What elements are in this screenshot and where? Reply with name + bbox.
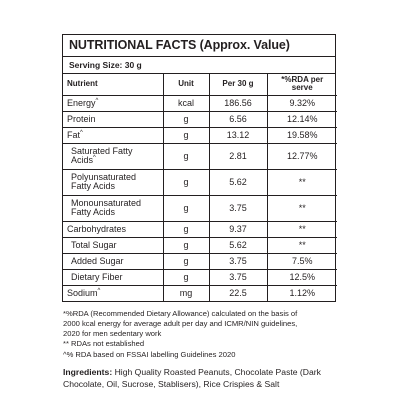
- rda-cell: **: [267, 237, 337, 253]
- rda-cell: 12.77%: [267, 143, 337, 169]
- table-row: [63, 221, 337, 237]
- per-serving-cell: 2.81: [209, 143, 267, 169]
- unit-cell: g: [163, 195, 209, 221]
- unit-cell: mg: [163, 285, 209, 301]
- nutrient-label: Sodium: [67, 287, 98, 298]
- rda-cell: 9.32%: [267, 95, 337, 111]
- unit-cell: g: [163, 143, 209, 169]
- nutrient-name: [63, 221, 163, 237]
- nutrition-title: NUTRITIONAL FACTS (Approx. Value): [63, 35, 335, 57]
- per-serving-cell: 9.37: [209, 221, 267, 237]
- footnote-line: ** RDAs not established: [63, 339, 145, 349]
- table-row: [63, 195, 337, 221]
- header-nutrient: Nutrient: [63, 74, 163, 95]
- nutrient-label: Carbohydrates: [67, 223, 127, 234]
- footnote-line: ^% RDA based on FSSAI labelling Guidelines 2020: [63, 349, 236, 359]
- nutrient-name: [63, 237, 163, 253]
- table-row: [63, 95, 337, 111]
- nutrient-name: [63, 253, 163, 269]
- nutrient-name: [63, 285, 163, 301]
- rda-cell: **: [267, 195, 337, 221]
- footnote-line: 2020 for men sedentary work: [63, 329, 162, 339]
- unit-cell: g: [163, 169, 209, 195]
- unit-cell: g: [163, 221, 209, 237]
- per-serving-cell: 6.56: [209, 111, 267, 127]
- rda-cell: 1.12%: [267, 285, 337, 301]
- nutrient-label: Added Sugar: [71, 255, 124, 266]
- header-per-serving: Per 30 g: [209, 74, 267, 95]
- per-serving-cell: 3.75: [209, 253, 267, 269]
- unit-cell: kcal: [163, 95, 209, 111]
- table-row: [63, 253, 337, 269]
- nutrient-name: [63, 95, 163, 111]
- unit-cell: g: [163, 127, 209, 143]
- per-serving-cell: 3.75: [209, 269, 267, 285]
- nutrient-name: [63, 169, 163, 195]
- per-serving-cell: 13.12: [209, 127, 267, 143]
- nutrient-name: [63, 111, 163, 127]
- footnote-mark: ^: [93, 155, 96, 162]
- ingredients-text: High Quality Roasted Peanuts, Chocolate Paste (Dark Chocolate, Oil, Sucrose, Stablisers), Rice Crispies & Salt: [63, 366, 321, 389]
- per-serving-cell: 5.62: [209, 237, 267, 253]
- footnote-mark: ^: [97, 287, 101, 294]
- header-rda: *%RDA per serve: [267, 74, 337, 95]
- unit-cell: g: [163, 237, 209, 253]
- per-serving-cell: 3.75: [209, 195, 267, 221]
- table-row: [63, 237, 337, 253]
- table-row: [63, 111, 337, 127]
- nutrient-label: Total Sugar: [71, 239, 117, 250]
- nutrient-label: Saturated Fatty Acids: [71, 145, 133, 166]
- nutrition-facts-box: [62, 34, 336, 302]
- unit-cell: g: [163, 253, 209, 269]
- header-unit: Unit: [163, 74, 209, 95]
- nutrition-panel: [62, 34, 336, 390]
- nutrient-name: [63, 127, 163, 143]
- nutrient-label: Dietary Fiber: [71, 271, 123, 282]
- ingredients-label: Ingredients:: [63, 366, 113, 377]
- footnote-mark: ^: [80, 129, 83, 136]
- table-row: [63, 127, 337, 143]
- nutrient-name: [63, 195, 163, 221]
- rda-cell: 7.5%: [267, 253, 337, 269]
- serving-size: Serving Size: 30 g: [63, 57, 335, 74]
- footnote-line: *%RDA (Recommended Dietary Allowance) calculated on the basis of: [63, 308, 298, 318]
- nutrient-label: Monounsaturated Fatty Acids: [71, 197, 142, 218]
- unit-cell: g: [163, 111, 209, 127]
- nutrient-label: Polyunsaturated Fatty Acids: [71, 171, 137, 192]
- rda-cell: 12.5%: [267, 269, 337, 285]
- table-header-row: [63, 74, 337, 95]
- table-row: [63, 285, 337, 301]
- per-serving-cell: 22.5: [209, 285, 267, 301]
- ingredients-section: [62, 366, 336, 390]
- nutrient-label: Energy: [67, 97, 96, 108]
- rda-cell: 12.14%: [267, 111, 337, 127]
- nutrient-label: Protein: [67, 113, 96, 124]
- nutrient-name: [63, 143, 163, 169]
- table-row: [63, 169, 337, 195]
- per-serving-cell: 186.56: [209, 95, 267, 111]
- footnote-mark: ^: [95, 97, 99, 104]
- table-row: [63, 269, 337, 285]
- nutrient-label: Fat: [67, 129, 81, 140]
- unit-cell: g: [163, 269, 209, 285]
- table-row: [63, 143, 337, 169]
- rda-cell: **: [267, 169, 337, 195]
- footnote-line: 2000 kcal energy for average adult per day and ICMR/NIN guidelines,: [63, 318, 298, 328]
- nutrition-table: [63, 74, 337, 301]
- rda-cell: 19.58%: [267, 127, 337, 143]
- footnotes: [62, 309, 336, 360]
- nutrient-name: [63, 269, 163, 285]
- rda-cell: **: [267, 221, 337, 237]
- per-serving-cell: 5.62: [209, 169, 267, 195]
